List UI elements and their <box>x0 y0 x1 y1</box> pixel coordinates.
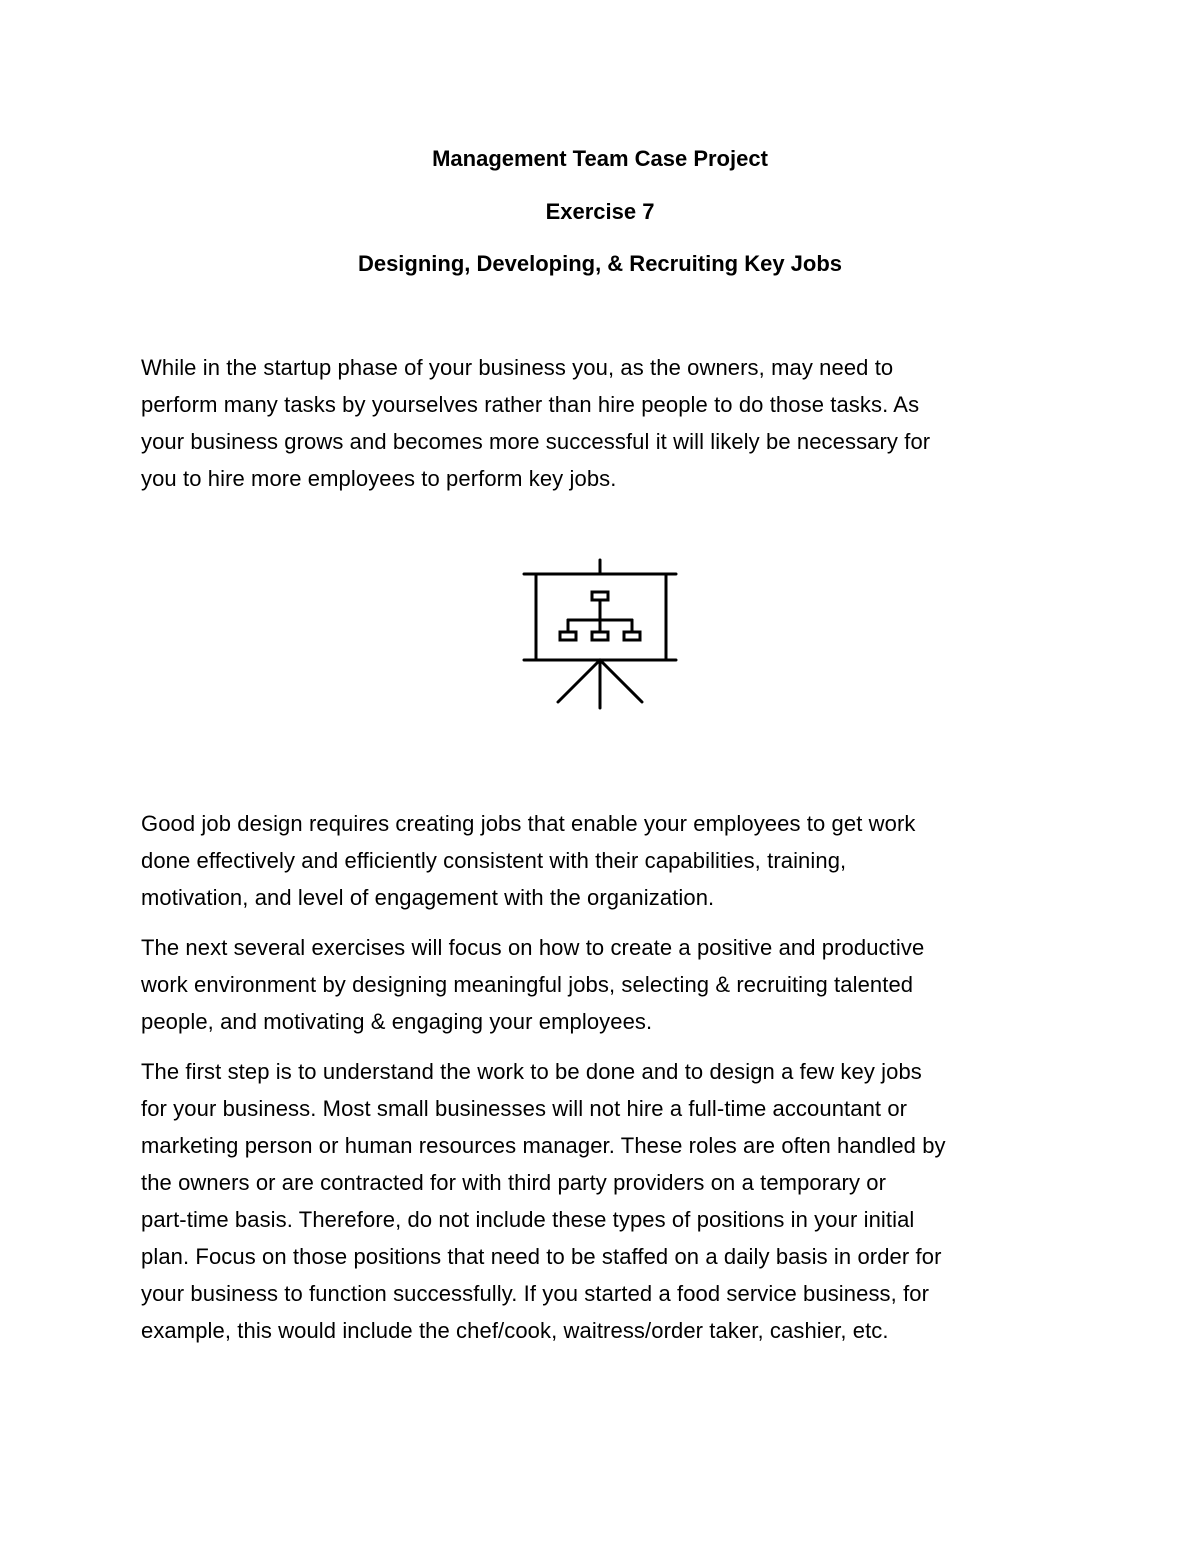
exercise-subtitle: Designing, Developing, & Recruiting Key Jobs <box>357 251 843 276</box>
first-step-paragraph: The first step is to understand the work to be done and to design a few key jobs for your business. Most small businesses will not hire a full-time accountant or marketing person or human resources manager. These roles are often handled by the owners or are contracted for with third party providers on a temporary or part-time basis. Therefore, do not include these types of positions in your initial plan. Focus on those positions that need to be staffed on a daily basis in order for your business to function successfully. If you started a food service business, for example, this would include the chef/cook, waitress/order taker, cashier, etc. <box>141 1059 946 1343</box>
presentation-org-chart-icon <box>520 556 680 716</box>
document-title: Management Team Case Project <box>432 146 768 171</box>
intro-paragraph: While in the startup phase of your business you, as the owners, may need to perform many tasks by yourselves rather than hire people to do those tasks. As your business grows and becomes more successful it will likely be necessary for you to hire more employees to perform key jobs. <box>141 355 931 491</box>
next-exercises-paragraph: The next several exercises will focus on how to create a positive and productive work environment by designing meaningful jobs, selecting & recruiting talented people, and motivating & engaging your employees. <box>141 935 925 1034</box>
job-design-paragraph: Good job design requires creating jobs that enable your employees to get work done effectively and efficiently consistent with their capabilities, training, motivation, and level of engagement with the organization. <box>141 811 916 910</box>
exercise-number: Exercise 7 <box>545 199 655 224</box>
